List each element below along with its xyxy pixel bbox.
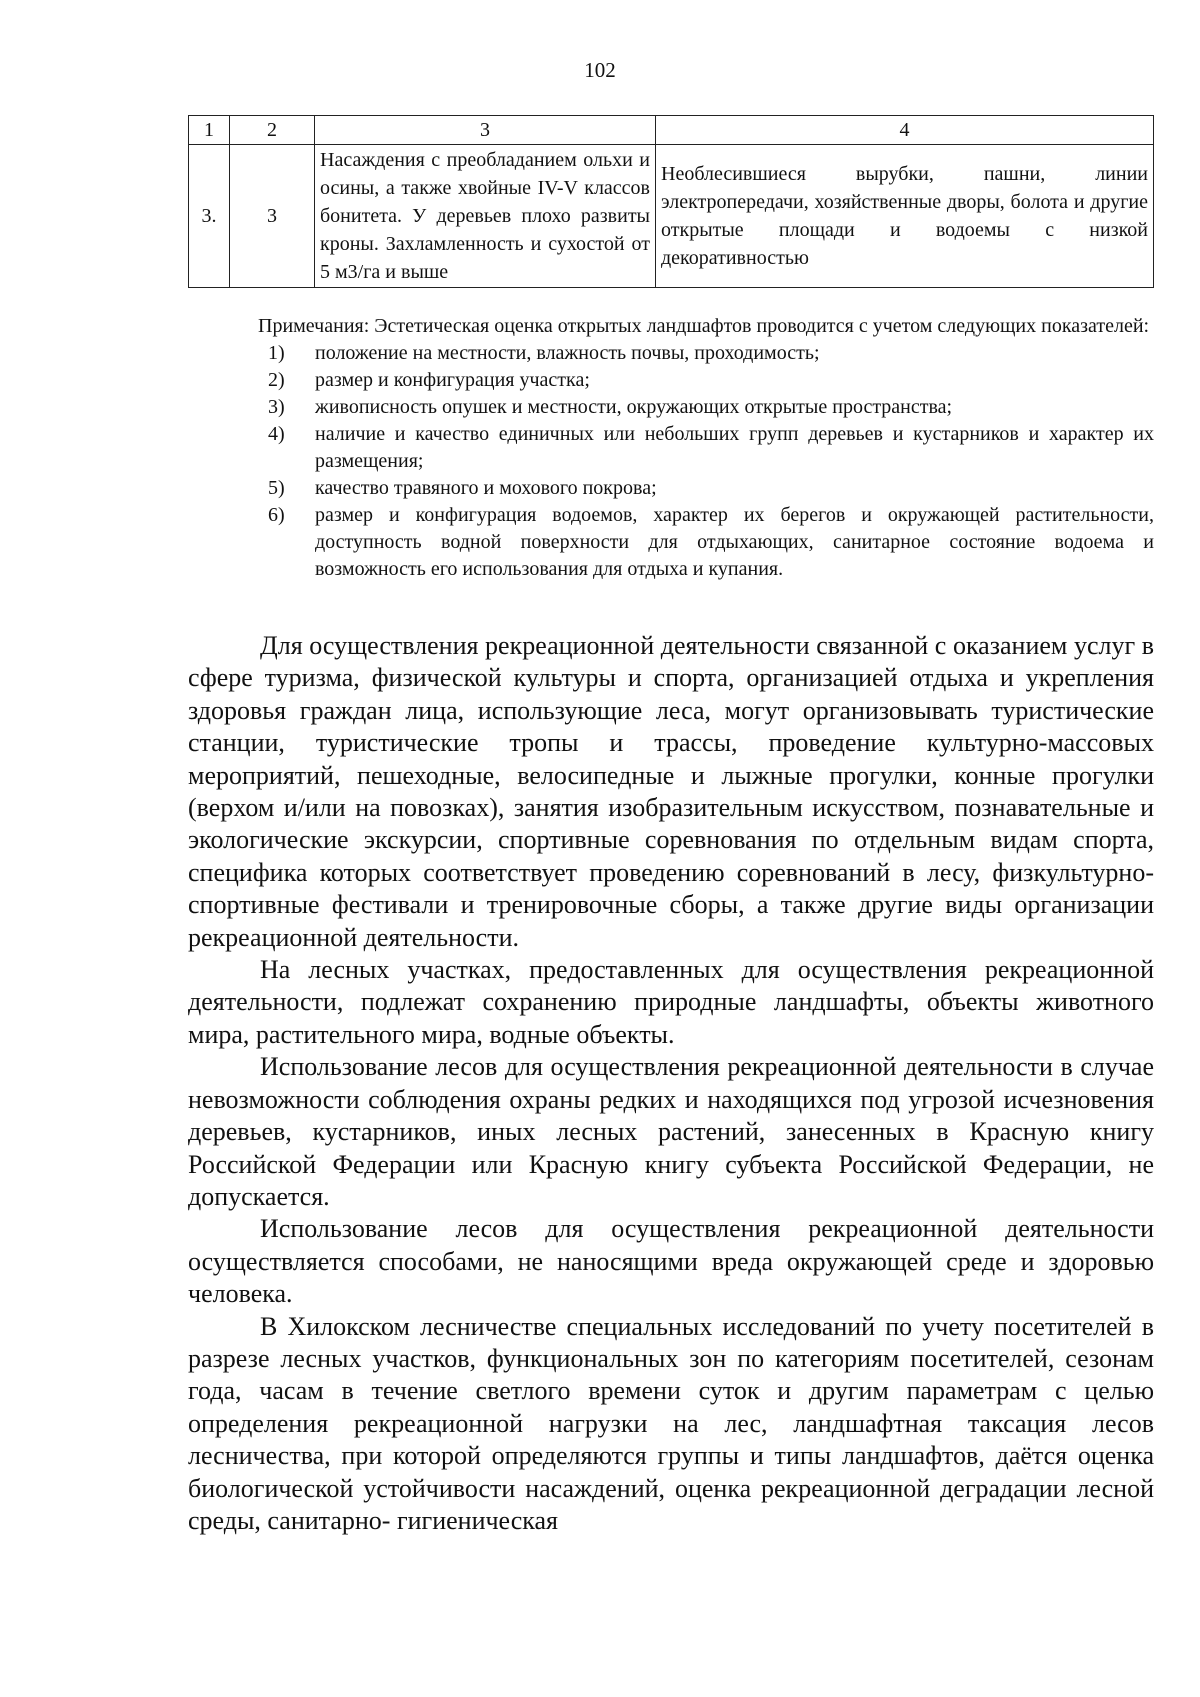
table-cell-open-areas: Необлесившиеся вырубки, пашни, линии электропередачи, хозяйственные дворы, болота и другие открытые площади и водоемы с низкой декоративностью [656, 145, 1154, 288]
table-header-cell: 2 [230, 116, 315, 145]
table-header-cell: 1 [189, 116, 230, 145]
table-header-cell: 4 [656, 116, 1154, 145]
list-item-number: 4) [268, 423, 285, 445]
list-item-number: 6) [268, 504, 285, 526]
list-item [188, 340, 1154, 367]
list-item-number: 5) [268, 477, 285, 499]
list-item-text: размер и конфигурация водоемов, характер их берегов и окружающей растительности, доступность водной поверхности для отдыхающих, санитарное состояние водоема и возможность его использования для отдыха и купания. [315, 504, 1154, 580]
list-item-number: 2) [268, 369, 285, 391]
table-header-cell: 3 [315, 116, 656, 145]
landscape-table [188, 115, 1154, 288]
list-item-text: размер и конфигурация участка; [315, 369, 590, 391]
table-cell-description: Насаждения с преобладанием ольхи и осины, а также хвойные IV-V классов бонитета. У деревьев плохо развиты кроны. Захламленность и сухостой от 5 м3/га и выше [315, 145, 656, 288]
notes-list [188, 340, 1154, 583]
notes-section [188, 313, 1154, 583]
paragraph-landscape-preservation: На лесных участках, предоставленных для осуществления рекреационной деятельности, подлежат сохранению природные ландшафты, объекты животного мира, растительного мира, водные объекты. [188, 955, 1154, 1049]
table-cell-class: 3 [230, 145, 315, 288]
page-number: 102 [584, 58, 616, 82]
body-text [188, 630, 1154, 1537]
list-item [188, 502, 1154, 583]
paragraph-khilok-forestry: В Хилокском лесничестве специальных исследований по учету посетителей в разрезе лесных участков, функциональных зон по категориям посетителей, сезонам года, часам в течение светлого времени суток и другим параметрам с целью определения рекреационной нагрузки на лес, ландшафтная таксация лесов лесничества, при которой определяются группы и типы ландшафтов, даётся оценка биологической устойчивости насаждений, оценка рекреационной деградации лесной среды, санитарно- гигиеническая [188, 1311, 1154, 1535]
list-item-text: качество травяного и мохового покрова; [315, 477, 657, 499]
table-header-row [189, 116, 1154, 145]
paragraph-red-book: Использование лесов для осуществления рекреационной деятельности в случае невозможности соблюдения охраны редких и находящихся под угрозой исчезновения деревьев, кустарников, иных лесных растений, занесенных в Красную книгу Российской Федерации или Красную книгу субъекта Российской Федерации, не допускается. [188, 1052, 1154, 1211]
list-item-text: наличие и качество единичных или небольших групп деревьев и кустарников и характер их размещения; [315, 423, 1154, 472]
list-item-text: положение на местности, влажность почвы, проходимость; [315, 342, 820, 364]
list-item-number: 1) [268, 342, 285, 364]
table-row [189, 145, 1154, 288]
list-item [188, 475, 1154, 502]
paragraph-safe-methods: Использование лесов для осуществления рекреационной деятельности осуществляется способами, не наносящими вреда окружающей среде и здоровью человека. [188, 1214, 1154, 1309]
table-cell-number: 3. [189, 145, 230, 288]
paragraph-recreation-activities: Для осуществления рекреационной деятельности связанной с оказанием услуг в сфере туризма, физической культуры и спорта, организацией отдыха и укрепления здоровья граждан лица, использующие леса, могут организовывать туристические станции, туристические тропы и трассы, проведение культурно-массовых мероприятий, пешеходные, велосипедные и лыжные прогулки, конные прогулки (верхом и/или на повозках), занятия изобразительным искусством, познавательные и экологические экскурсии, спортивные соревнования по отдельным видам спорта, специфика которых соответствует проведению соревнований в лесу, физкультурно-спортивные фестивали и тренировочные сборы, а также другие виды организации рекреационной деятельности. [188, 631, 1154, 952]
list-item [188, 367, 1154, 394]
list-item-text: живописность опушек и местности, окружающих открытые пространства; [315, 396, 953, 418]
list-item-number: 3) [268, 396, 285, 418]
notes-intro: Примечания: Эстетическая оценка открытых ландшафтов проводится с учетом следующих показателей: [258, 315, 1150, 337]
list-item [188, 394, 1154, 421]
list-item [188, 421, 1154, 475]
